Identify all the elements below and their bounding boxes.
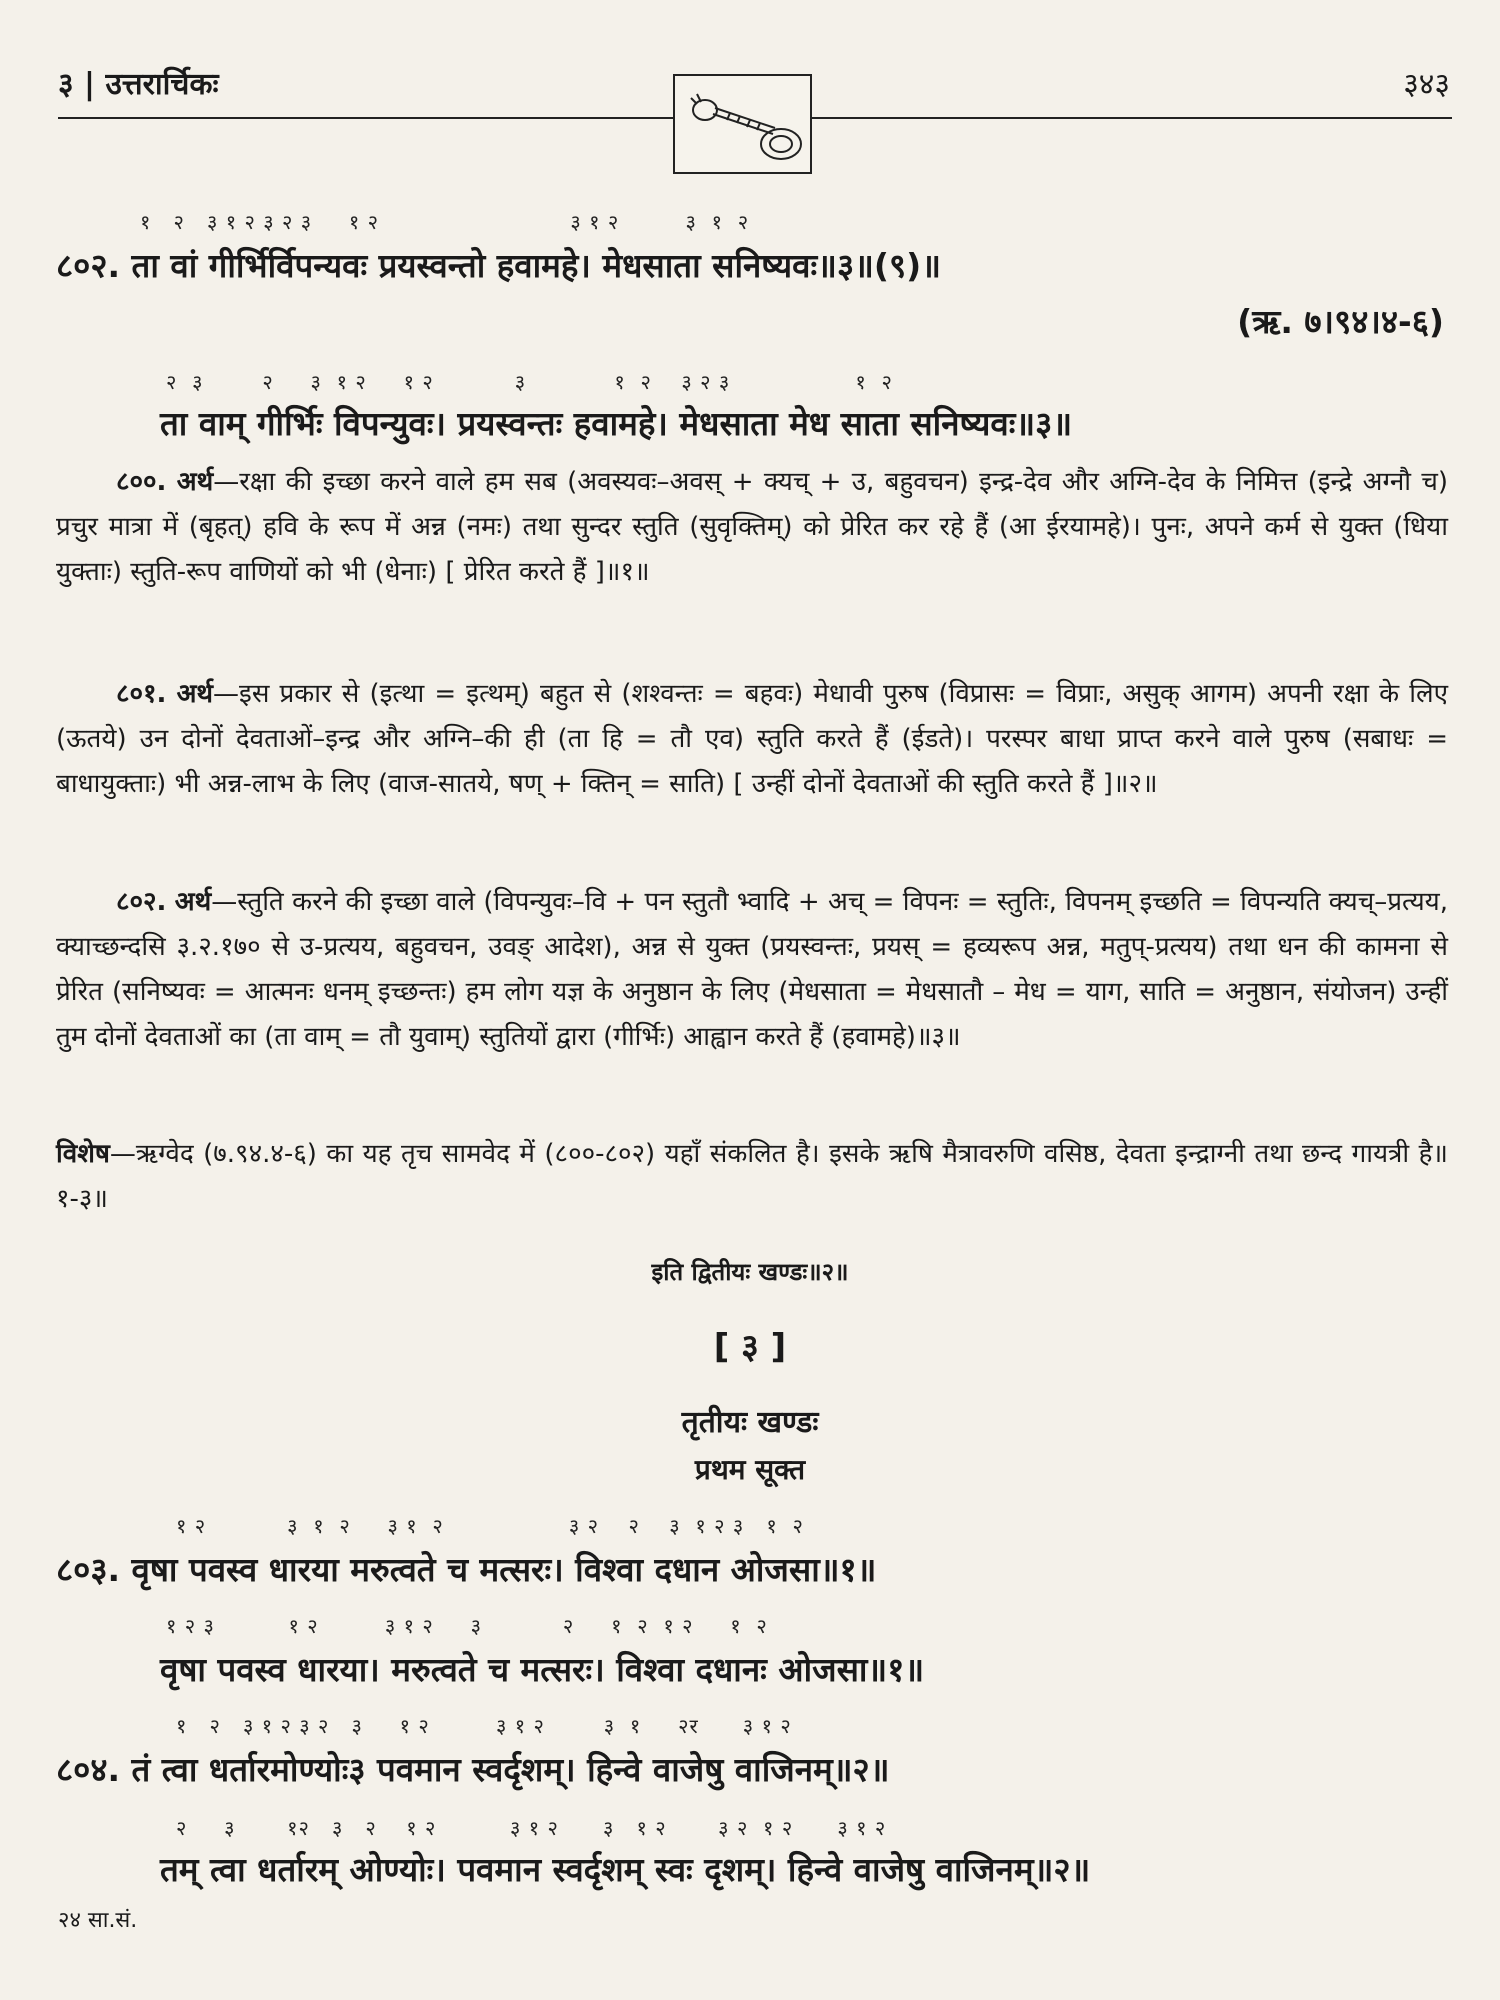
sukta-title: प्रथम सूक्त (694, 1453, 806, 1486)
meaning-800: ८००. अर्थ—रक्षा की इच्छा करने वाले हम सब (अवस्यवः–अवस् + क्यच् + उ, बहुवचन) इन्द्र-देव और अग्नि-देव के निमित्त (इन्द्रे अग्नौ च) प्रचुर मात्रा में (बृहत्) हवि के रूप में अन्न (नमः) तथा सुन्दर स्तुति (सुवृक्तिम्) को प्रेरित कर रहे हैं (आ ईरयामहे)। पुनः, अपने कर्म से युक्त (धिया युक्ताः) स्तुति-रूप वाणियों को भी (धेनाः) [ प्रेरित करते हैं ]॥१॥ (56, 467, 1448, 587)
accent-marks: १ २ ३ १ २ ३ २ ३ १ २ ३ १ २ ३ १ २ (140, 210, 750, 234)
verse-802: ८०२. ता वां गीर्भिर्विपन्यवः प्रयस्वन्तो हवामहे। मेधसाता सनिष्यवः॥३॥(९)॥ (56, 246, 941, 285)
veena-icon (675, 76, 810, 172)
header-rule-right (812, 117, 1452, 119)
pada-accent-marks: २ ३ २ ३ १ २ १ २ ३ १ २ ३ २ ३ १ २ (166, 370, 893, 394)
khanda-title: तृतीयः खण्डः (681, 1405, 819, 1440)
meaning-801: ८०१. अर्थ—इस प्रकार से (इत्था = इत्थम्) बहुत से (शश्वन्तः = बहवः) मेधावी पुरुष (विप्रासः = विप्राः, असुक् आगम) अपनी रक्षा के लिए (ऊतये) उन दोनों देवताओं–इन्द्र और अग्नि–की ही (ता हि = तौ एव) स्तुति करते हैं (ईडते)। परस्पर बाधा प्राप्त करने वाले पुरुष (सबाधः = बाधायुक्ताः) भी अन्न-लाभ के लिए (वाज-सातये, षण् + क्तिन् = साति) [ उन्हीं दोनों देवताओं की स्तुति करते हैं ]॥२॥ (56, 679, 1448, 799)
pada-text-803: वृषा पवस्व धारया। मरुत्वते च मत्सरः। विश्वा दधानः ओजसा॥१॥ (160, 1650, 925, 1689)
veena-emblem (673, 74, 812, 174)
verse-803: ८०३. वृषा पवस्व धारया मरुत्वते च मत्सरः। विश्वा दधान ओजसा॥१॥ (56, 1550, 877, 1589)
verse-804: ८०४. तं त्वा धर्तारमोण्योः३ पवमान स्वर्दृशम्। हिन्वे वाजेषु वाजिनम्॥२॥ (56, 1750, 890, 1789)
pada-accent-marks: २ ३ १२ ३ २ १ २ ३ १ २ ३ १ २ ३ २ १ २ ३ १ २ (176, 1816, 887, 1840)
running-head: ३ | उत्तरार्चिकः (58, 67, 219, 102)
pada-accent-marks: १ २ ३ १ २ ३ १ २ ३ २ १ २ १ २ १ २ (166, 1614, 768, 1638)
accent-marks: १ २ ३ १ २ ३ २ ३ १ २ ३ १ २ ३ १ २र ३ १ २ (176, 1714, 792, 1738)
accent-marks: १ २ ३ १ २ ३ १ २ ३ २ २ ३ १ २ ३ १ २ (176, 1514, 804, 1538)
meaning-802: ८०२. अर्थ—स्तुति करने की इच्छा वाले (विपन्युवः–वि + पन स्तुतौ भ्वादि + अच् = विपनः = स्तुतिः, विपनम् इच्छति = विपन्यति क्यच्–प्रत्यय, क्याच्छन्दसि ३.२.१७० से उ-प्रत्यय, बहुवचन, उवङ् आदेश), अन्न से युक्त (प्रयस्वन्तः, प्रयस् = हव्यरूप अन्न, मतुप्-प्रत्यय) तथा धन की कामना से प्रेरित (सनिष्यवः = आत्मनः धनम् इच्छन्तः) हम लोग यज्ञ के अनुष्ठान के लिए (मेधसाता = मेधसातौ – मेध = याग, साति = अनुष्ठान, संयोजन) उन्हीं तुम दोनों देवताओं का (ता वाम् = तौ युवाम्) स्तुतियों द्वारा (गीर्भिः) आह्वान करते हैं (हवामहे)॥३॥ (56, 887, 1448, 1052)
khanda-number: [ ३ ] (713, 1327, 787, 1367)
page-number: ३४३ (1403, 67, 1450, 102)
rigveda-reference: (ऋ. ७।९४।४-६) (1237, 302, 1444, 341)
signature-mark: २४ सा.सं. (58, 1908, 138, 1933)
pada-text-802: ता वाम् गीर्भिः विपन्युवः। प्रयस्वन्तः हवामहे। मेधसाता मेध साता सनिष्यवः॥३॥ (160, 404, 1073, 443)
section-end-note: इति द्वितीयः खण्डः॥२॥ (651, 1258, 849, 1286)
vishesh-note: विशेष—ऋग्वेद (७.९४.४-६) का यह तृच सामवेद में (८००-८०२) यहाँ संकलित है। इसके ऋषि मैत्रावरुणि वसिष्ठ, देवता इन्द्राग्नी तथा छन्द गायत्री है॥१-३॥ (56, 1139, 1448, 1214)
header-rule-left (58, 117, 673, 119)
pada-text-804: तम् त्वा धर्तारम् ओण्योः। पवमान स्वर्दृशम् स्वः दृशम्। हिन्वे वाजेषु वाजिनम्॥२॥ (160, 1850, 1091, 1889)
